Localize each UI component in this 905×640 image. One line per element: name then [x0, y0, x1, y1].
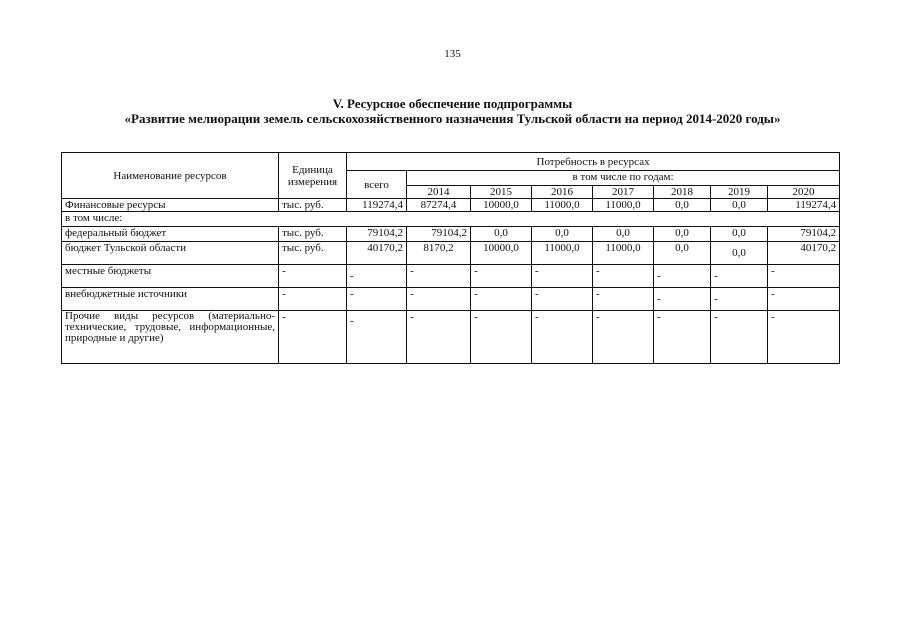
- cell-value: -: [347, 265, 407, 288]
- subprogram-title: «Развитие мелиорации земель сельскохозяйственного назначения Тульской области на период 2014-2020 годы»: [124, 111, 781, 126]
- row-local: [62, 265, 840, 288]
- cell-value: 40170,2: [347, 242, 407, 265]
- cell-value: 0,0: [532, 227, 593, 242]
- cell-value: 10000,0: [471, 199, 532, 212]
- page-number: 135: [444, 48, 461, 60]
- cell-value: -: [711, 265, 768, 288]
- row-name: федеральный бюджет: [62, 227, 279, 242]
- row-unit: тыс. руб.: [279, 199, 347, 212]
- cell-value: 0,0: [711, 199, 768, 212]
- header-year: 2017: [593, 186, 654, 199]
- cell-value: -: [347, 311, 407, 364]
- header-name: Наименование ресурсов: [62, 153, 279, 199]
- row-including: [62, 212, 840, 227]
- header-unit: Единица измерения: [279, 153, 347, 199]
- cell-value: -: [347, 288, 407, 311]
- cell-value: 119274,4: [768, 199, 840, 212]
- header-need: Потребность в ресурсах: [347, 153, 840, 171]
- cell-value: -: [407, 288, 471, 311]
- header-year: 2015: [471, 186, 532, 199]
- cell-value: -: [532, 265, 593, 288]
- cell-value: 11000,0: [593, 242, 654, 265]
- header-year: 2019: [711, 186, 768, 199]
- section-title: V. Ресурсное обеспечение подпрограммы: [332, 96, 573, 111]
- cell-value: -: [471, 265, 532, 288]
- row-other: [62, 311, 840, 364]
- cell-value: -: [593, 311, 654, 364]
- cell-value: 0,0: [654, 227, 711, 242]
- cell-value: 87274,4: [407, 199, 471, 212]
- cell-value: 0,0: [593, 227, 654, 242]
- row-federal: [62, 227, 840, 242]
- row-regional: [62, 242, 840, 265]
- row-name: местные бюджеты: [62, 265, 279, 288]
- header-year: 2016: [532, 186, 593, 199]
- cell-value: 0,0: [471, 227, 532, 242]
- cell-value: 79104,2: [347, 227, 407, 242]
- row-name: Финансовые ресурсы: [62, 199, 279, 212]
- header-row-1: [62, 153, 840, 171]
- cell-value: -: [768, 265, 840, 288]
- resource-table: [61, 152, 840, 364]
- cell-value: -: [471, 288, 532, 311]
- cell-value: -: [532, 311, 593, 364]
- cell-value: -: [593, 288, 654, 311]
- cell-value: -: [711, 311, 768, 364]
- row-name: бюджет Тульской области: [62, 242, 279, 265]
- header-total: всего: [347, 171, 407, 199]
- header-by-years: в том числе по годам:: [407, 171, 840, 186]
- cell-value: 11000,0: [593, 199, 654, 212]
- cell-value: 79104,2: [407, 227, 471, 242]
- row-financial: [62, 199, 840, 212]
- cell-value: 0,0: [711, 242, 768, 265]
- cell-value: 0,0: [654, 242, 711, 265]
- cell-value: 0,0: [711, 227, 768, 242]
- header-year: 2014: [407, 186, 471, 199]
- cell-value: -: [532, 288, 593, 311]
- row-extra: [62, 288, 840, 311]
- header-year: 2018: [654, 186, 711, 199]
- cell-value: -: [407, 311, 471, 364]
- cell-value: -: [768, 311, 840, 364]
- cell-value: 11000,0: [532, 242, 593, 265]
- cell-value: -: [654, 265, 711, 288]
- row-unit: тыс. руб.: [279, 227, 347, 242]
- row-name: Прочие виды ресурсов (материально-технические, трудовые, информационные, природные и другие): [62, 311, 279, 364]
- cell-value: 0,0: [654, 199, 711, 212]
- cell-value: -: [768, 288, 840, 311]
- row-unit: -: [279, 265, 347, 288]
- cell-value: -: [654, 311, 711, 364]
- cell-value: 119274,4: [347, 199, 407, 212]
- cell-value: -: [654, 288, 711, 311]
- cell-value: 10000,0: [471, 242, 532, 265]
- cell-value: 11000,0: [532, 199, 593, 212]
- cell-value: 40170,2: [768, 242, 840, 265]
- cell-value: -: [593, 265, 654, 288]
- cell-value: 8170,2: [407, 242, 471, 265]
- cell-value: -: [471, 311, 532, 364]
- row-unit: -: [279, 311, 347, 364]
- cell-value: 79104,2: [768, 227, 840, 242]
- row-unit: -: [279, 288, 347, 311]
- cell-value: -: [407, 265, 471, 288]
- row-unit: тыс. руб.: [279, 242, 347, 265]
- including-label: в том числе:: [62, 212, 840, 227]
- cell-value: -: [711, 288, 768, 311]
- header-year: 2020: [768, 186, 840, 199]
- row-name: внебюджетные источники: [62, 288, 279, 311]
